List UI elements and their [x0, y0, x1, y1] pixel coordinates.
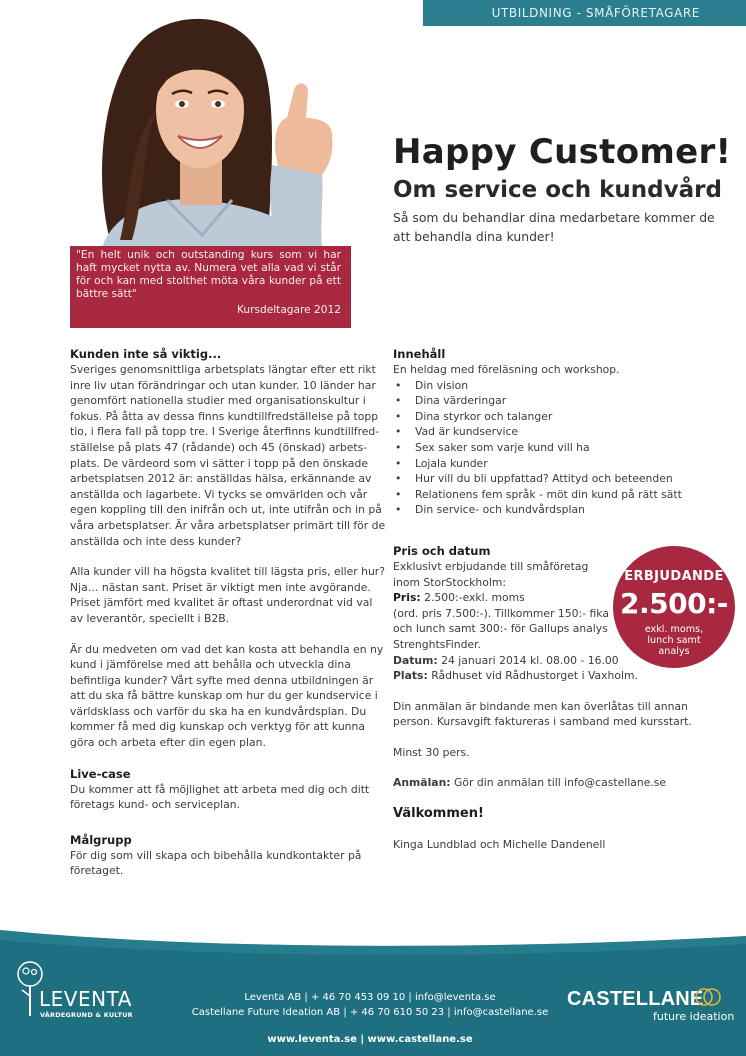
list-item: • Relationens fem språk - möt din kund på rätt sätt	[393, 487, 731, 503]
content-list	[393, 378, 731, 518]
list-item: • Dina styrkor och talanger	[393, 409, 731, 425]
list-item: • Din vision	[393, 378, 731, 394]
leventa-subtitle: VÄRDEGRUND & KULTUR	[40, 1011, 133, 1019]
leventa-name: LEVENTA	[39, 987, 132, 1011]
heading-live-case: Live-case	[70, 766, 131, 781]
left-column	[70, 346, 388, 879]
castellane-logo	[567, 988, 737, 1028]
offer-badge-note: exkl. moms, lunch samt analys	[644, 624, 704, 657]
castellane-emblem-icon	[695, 986, 721, 1008]
list-item: • Lojala kunder	[393, 456, 731, 472]
price-detail: (ord. pris 7.500:-). Tillkommer 150:- fika och lunch samt 300:- för Gallups analys StrenghtsFinder.	[393, 606, 609, 651]
heading-malgrupp: Målgrupp	[70, 832, 132, 847]
footer-websites: www.leventa.se | www.castellane.se	[267, 1034, 473, 1045]
offer-badge	[613, 546, 735, 668]
footer-contact-leventa: Leventa AB | + 46 70 453 09 10 | info@leventa.se	[244, 992, 496, 1003]
category-bar	[423, 0, 746, 26]
paragraph-malgrupp: För dig som vill skapa och bibehålla kundkontakter på företaget.	[70, 848, 362, 878]
place-value: Rådhuset vid Rådhustorget i Vaxholm.	[431, 669, 638, 683]
heading-innehall: Innehåll	[393, 347, 446, 361]
heading-kunden: Kunden inte så viktig...	[70, 347, 222, 361]
list-item: • Hur vill du bli uppfattad? Attityd och beteenden	[393, 471, 731, 487]
paragraph-syfte: Är du medveten om vad det kan kosta att behandla en ny kund i jämförelse med att behålla och utveckla dina befintliga kunder? Vårt syfte med denna utbildningen är att du ska få bättre kunskap om hur du ger kundservice i världsklass och varför du ska ha en kundvårdsplan. Du kommer få med dig kunskap och verktyg för att kunna göra och arbeta efter din egen plan.	[70, 642, 384, 750]
page-subtitle: Om service och kundvård	[393, 177, 722, 203]
paragraph-kvalitet: Alla kunder vill ha högsta kvalitet till lägsta pris, eller hur? Nja… nästan sant. Priset är viktigt men inte avgörande. Priset jämfört med kvalitet är oftast underordnat vid val av leverantör, speciellt i B2B.	[70, 565, 385, 625]
testimonial-box	[70, 246, 351, 328]
signup-label: Anmälan:	[393, 776, 451, 790]
lead-text: Så som du behandlar dina medarbetare kommer de att behandla dina kunder!	[393, 210, 715, 244]
offer-text: Exklusivt erbjudande till småföretag inom StorStockholm:	[393, 559, 589, 589]
hero-photo	[72, 0, 350, 248]
price-value: 2.500:-exkl. moms	[424, 591, 525, 605]
innehall-intro: En heldag med föreläsning och workshop.	[393, 363, 620, 376]
offer-badge-label: ERBJUDANDE	[624, 569, 724, 584]
heading-pris-datum: Pris och datum	[393, 543, 491, 558]
castellane-subtitle: future ideation	[653, 1010, 735, 1023]
paragraph-live-case: Du kommer att få möjlighet att arbeta med dig och ditt företags kund- och serviceplan.	[70, 782, 370, 812]
testimonial-attribution: Kursdeltagare 2012	[236, 304, 341, 316]
footer-contacts	[170, 990, 570, 1020]
list-item: • Vad är kundservice	[393, 424, 731, 440]
woman-thumbs-up-illustration	[72, 0, 350, 248]
list-item: • Sex saker som varje kund vill ha	[393, 440, 731, 456]
price-details	[393, 559, 613, 653]
testimonial-text: "En helt unik och outstanding kurs som vi har haft mycket nytta av. Numera vet alla vad vi står för och kan med stolthet möta våra kunder på ett bättre sätt"	[76, 249, 341, 300]
list-item: • Dina värderingar	[393, 393, 731, 409]
place-label: Plats:	[393, 669, 428, 683]
minimum-text: Minst 30 pers.	[393, 745, 470, 759]
welcome-text: Välkommen!	[393, 806, 484, 822]
date-label: Datum:	[393, 653, 438, 667]
paragraph-kunden: Sveriges genomsnittliga arbetsplats längtar efter ett rikt inre liv utan förändringar och utan kunder. 10 länder har genomfört nationella studier med organisationskultur i fokus. På åtta av dessa finns kundtillfredställelse på topp tio, i flera fall på topp tre. I Sverige återfinns kundtillfred-ställelse på plats 47 (rådande) och 45 (önskad) arbets-plats. De värdeord som vi sätter i topp på den önskade arbetsplatsen 2012 är: anställdas hälsa, erkännande av anställda och lagarbete. Vi tycks se omvärlden och vår egen koppling till den inifrån och ut, inte utifrån och in på våra arbetsplatser. Är våra arbetsplatser primärt till för de anställda och inte dess kunder?	[70, 363, 386, 548]
leventa-logo	[16, 960, 156, 1024]
footer	[0, 930, 746, 1056]
page-title: Happy Customer!	[393, 132, 732, 172]
footer-contact-castellane: Castellane Future Ideation AB | + 46 70 610 50 23 | info@castellane.se	[191, 1007, 549, 1018]
category-label: UTBILDNING - SMÅFÖRETAGARE	[491, 6, 700, 20]
binding-text: Din anmälan är bindande men kan överlåtas till annan person. Kursavgift faktureras i samband med kursstart.	[393, 699, 692, 729]
offer-badge-price: 2.500:-	[620, 587, 728, 620]
list-item: • Din service- och kundvårdsplan	[393, 502, 731, 518]
signup-value: Gör din anmälan till info@castellane.se	[454, 776, 667, 790]
date-value: 24 januari 2014 kl. 08.00 - 16.00	[441, 653, 619, 667]
price-label: Pris:	[393, 591, 421, 605]
signatures-text: Kinga Lundblad och Michelle Dandenell	[393, 837, 606, 851]
castellane-name: CASTELLANE	[567, 988, 704, 1010]
